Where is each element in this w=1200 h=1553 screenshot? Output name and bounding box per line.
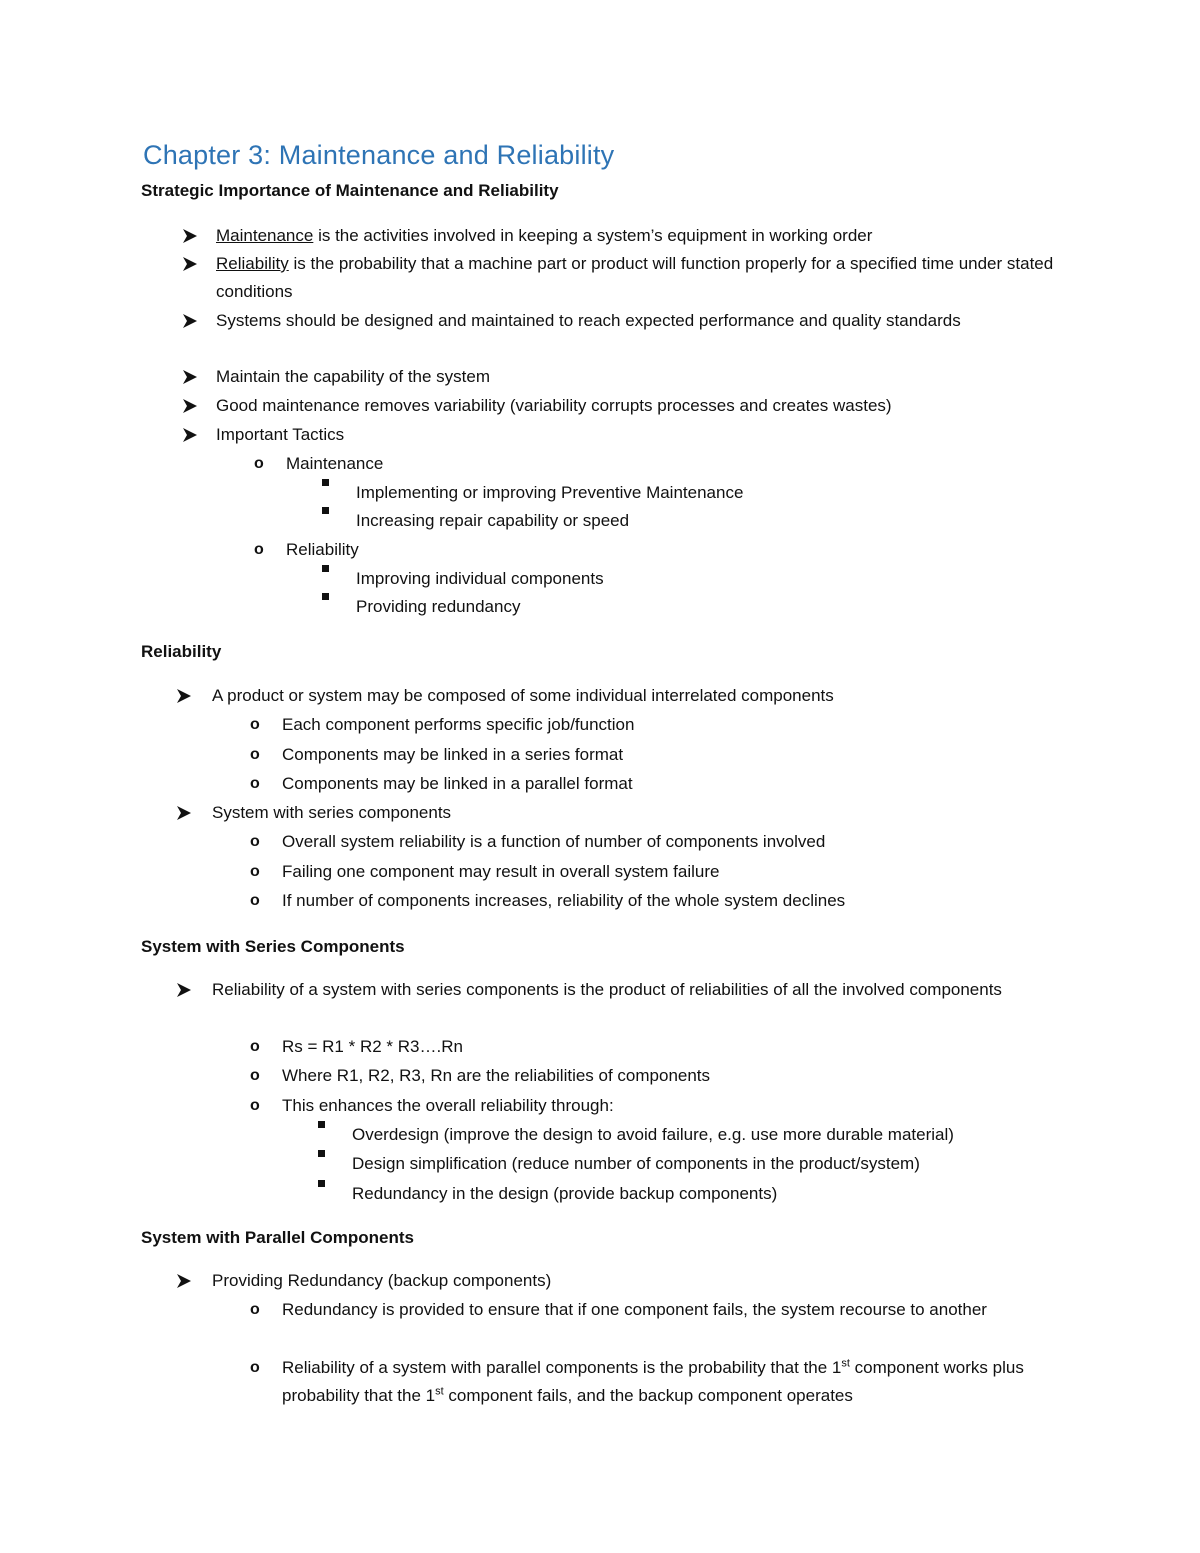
list-item: This enhances the overall reliability through:: [282, 1096, 614, 1115]
arrowhead-bullet-icon: [176, 976, 192, 1004]
list-item: System with series components: [212, 803, 452, 822]
item-text: Reliability of a system with parallel components is the probability that the 1: [282, 1358, 842, 1377]
list-item: Important Tactics: [216, 425, 345, 444]
list-item: Good maintenance removes variability (variability corrupts processes and creates wastes): [216, 396, 892, 415]
list-item: Failing one component may result in overall system failure: [282, 862, 720, 881]
list-item: [216, 250, 1066, 306]
arrowhead-bullet-icon: [182, 307, 198, 335]
circle-bullet: o: [254, 541, 264, 558]
square-bullet-icon: [318, 1180, 325, 1187]
circle-bullet: o: [250, 716, 260, 733]
square-bullet-icon: [322, 479, 329, 486]
list-item: Systems should be designed and maintained to reach expected performance and quality standards: [216, 311, 961, 330]
item-text: component fails, and the backup component operates: [443, 1386, 853, 1405]
circle-bullet: o: [250, 1038, 260, 1055]
formula-text: Rs = R1 * R2 * R3….Rn: [282, 1037, 463, 1056]
circle-bullet: o: [250, 1301, 260, 1318]
arrowhead-bullet-icon: [182, 392, 198, 420]
term-maintenance: Maintenance: [216, 226, 314, 245]
list-item: Design simplification (reduce number of components in the product/system): [352, 1154, 920, 1173]
item-text: component works plus probability that the 1: [282, 1358, 1024, 1405]
superscript: st: [435, 1385, 444, 1398]
list-item: Components may be linked in a parallel format: [282, 774, 633, 793]
arrowhead-bullet-icon: [182, 222, 198, 250]
section-heading-parallel: System with Parallel Components: [141, 1228, 415, 1247]
superscript: st: [841, 1357, 850, 1370]
list-item: Maintenance: [286, 454, 384, 473]
circle-bullet: o: [250, 1067, 260, 1084]
list-item: [216, 222, 872, 250]
arrowhead-bullet-icon: [182, 421, 198, 449]
arrowhead-bullet-icon: [176, 1267, 192, 1295]
circle-bullet: o: [254, 455, 264, 472]
section-heading-strategic-importance: Strategic Importance of Maintenance and Reliability: [141, 181, 559, 200]
chapter-title: Chapter 3: Maintenance and Reliability: [143, 140, 615, 170]
square-bullet-icon: [322, 507, 329, 514]
arrowhead-bullet-icon: [176, 682, 192, 710]
square-bullet-icon: [318, 1150, 325, 1157]
list-item: Providing redundancy: [356, 597, 521, 616]
list-item: Reliability of a system with series components is the product of reliabilities of all the involved components: [212, 980, 1002, 999]
list-item: [282, 1354, 1072, 1410]
square-bullet-icon: [322, 565, 329, 572]
square-bullet-icon: [322, 593, 329, 600]
square-bullet-icon: [318, 1121, 325, 1128]
list-item: If number of components increases, reliability of the whole system declines: [282, 891, 846, 910]
list-item: Increasing repair capability or speed: [356, 511, 630, 530]
circle-bullet: o: [250, 833, 260, 850]
list-item: Implementing or improving Preventive Maintenance: [356, 483, 744, 502]
list-item: Each component performs specific job/function: [282, 715, 635, 734]
list-item: Reliability: [286, 540, 359, 559]
list-item: Providing Redundancy (backup components): [212, 1271, 552, 1290]
list-item: Where R1, R2, R3, Rn are the reliabilities of components: [282, 1066, 711, 1085]
item-text: is the probability that a machine part or product will function properly for a specified time under stated conditions: [216, 254, 1054, 301]
circle-bullet: o: [250, 1097, 260, 1114]
circle-bullet: o: [250, 892, 260, 909]
list-item: Overall system reliability is a function of number of components involved: [282, 832, 826, 851]
section-heading-reliability: Reliability: [141, 642, 222, 661]
circle-bullet: o: [250, 746, 260, 763]
circle-bullet: o: [250, 1359, 260, 1376]
list-item: Redundancy in the design (provide backup components): [352, 1184, 778, 1203]
arrowhead-bullet-icon: [182, 250, 198, 278]
list-item: Components may be linked in a series format: [282, 745, 624, 764]
list-item: Improving individual components: [356, 569, 604, 588]
list-item: Redundancy is provided to ensure that if one component fails, the system recourse to another: [282, 1300, 987, 1319]
item-text: is the activities involved in keeping a system’s equipment in working order: [313, 226, 873, 245]
circle-bullet: o: [250, 863, 260, 880]
section-heading-series: System with Series Components: [141, 937, 405, 956]
circle-bullet: o: [250, 775, 260, 792]
arrowhead-bullet-icon: [176, 799, 192, 827]
list-item: Maintain the capability of the system: [216, 367, 491, 386]
arrowhead-bullet-icon: [182, 363, 198, 391]
term-reliability: Reliability: [216, 254, 289, 273]
list-item: Overdesign (improve the design to avoid failure, e.g. use more durable material): [352, 1125, 954, 1144]
list-item: A product or system may be composed of some individual interrelated components: [212, 686, 834, 705]
